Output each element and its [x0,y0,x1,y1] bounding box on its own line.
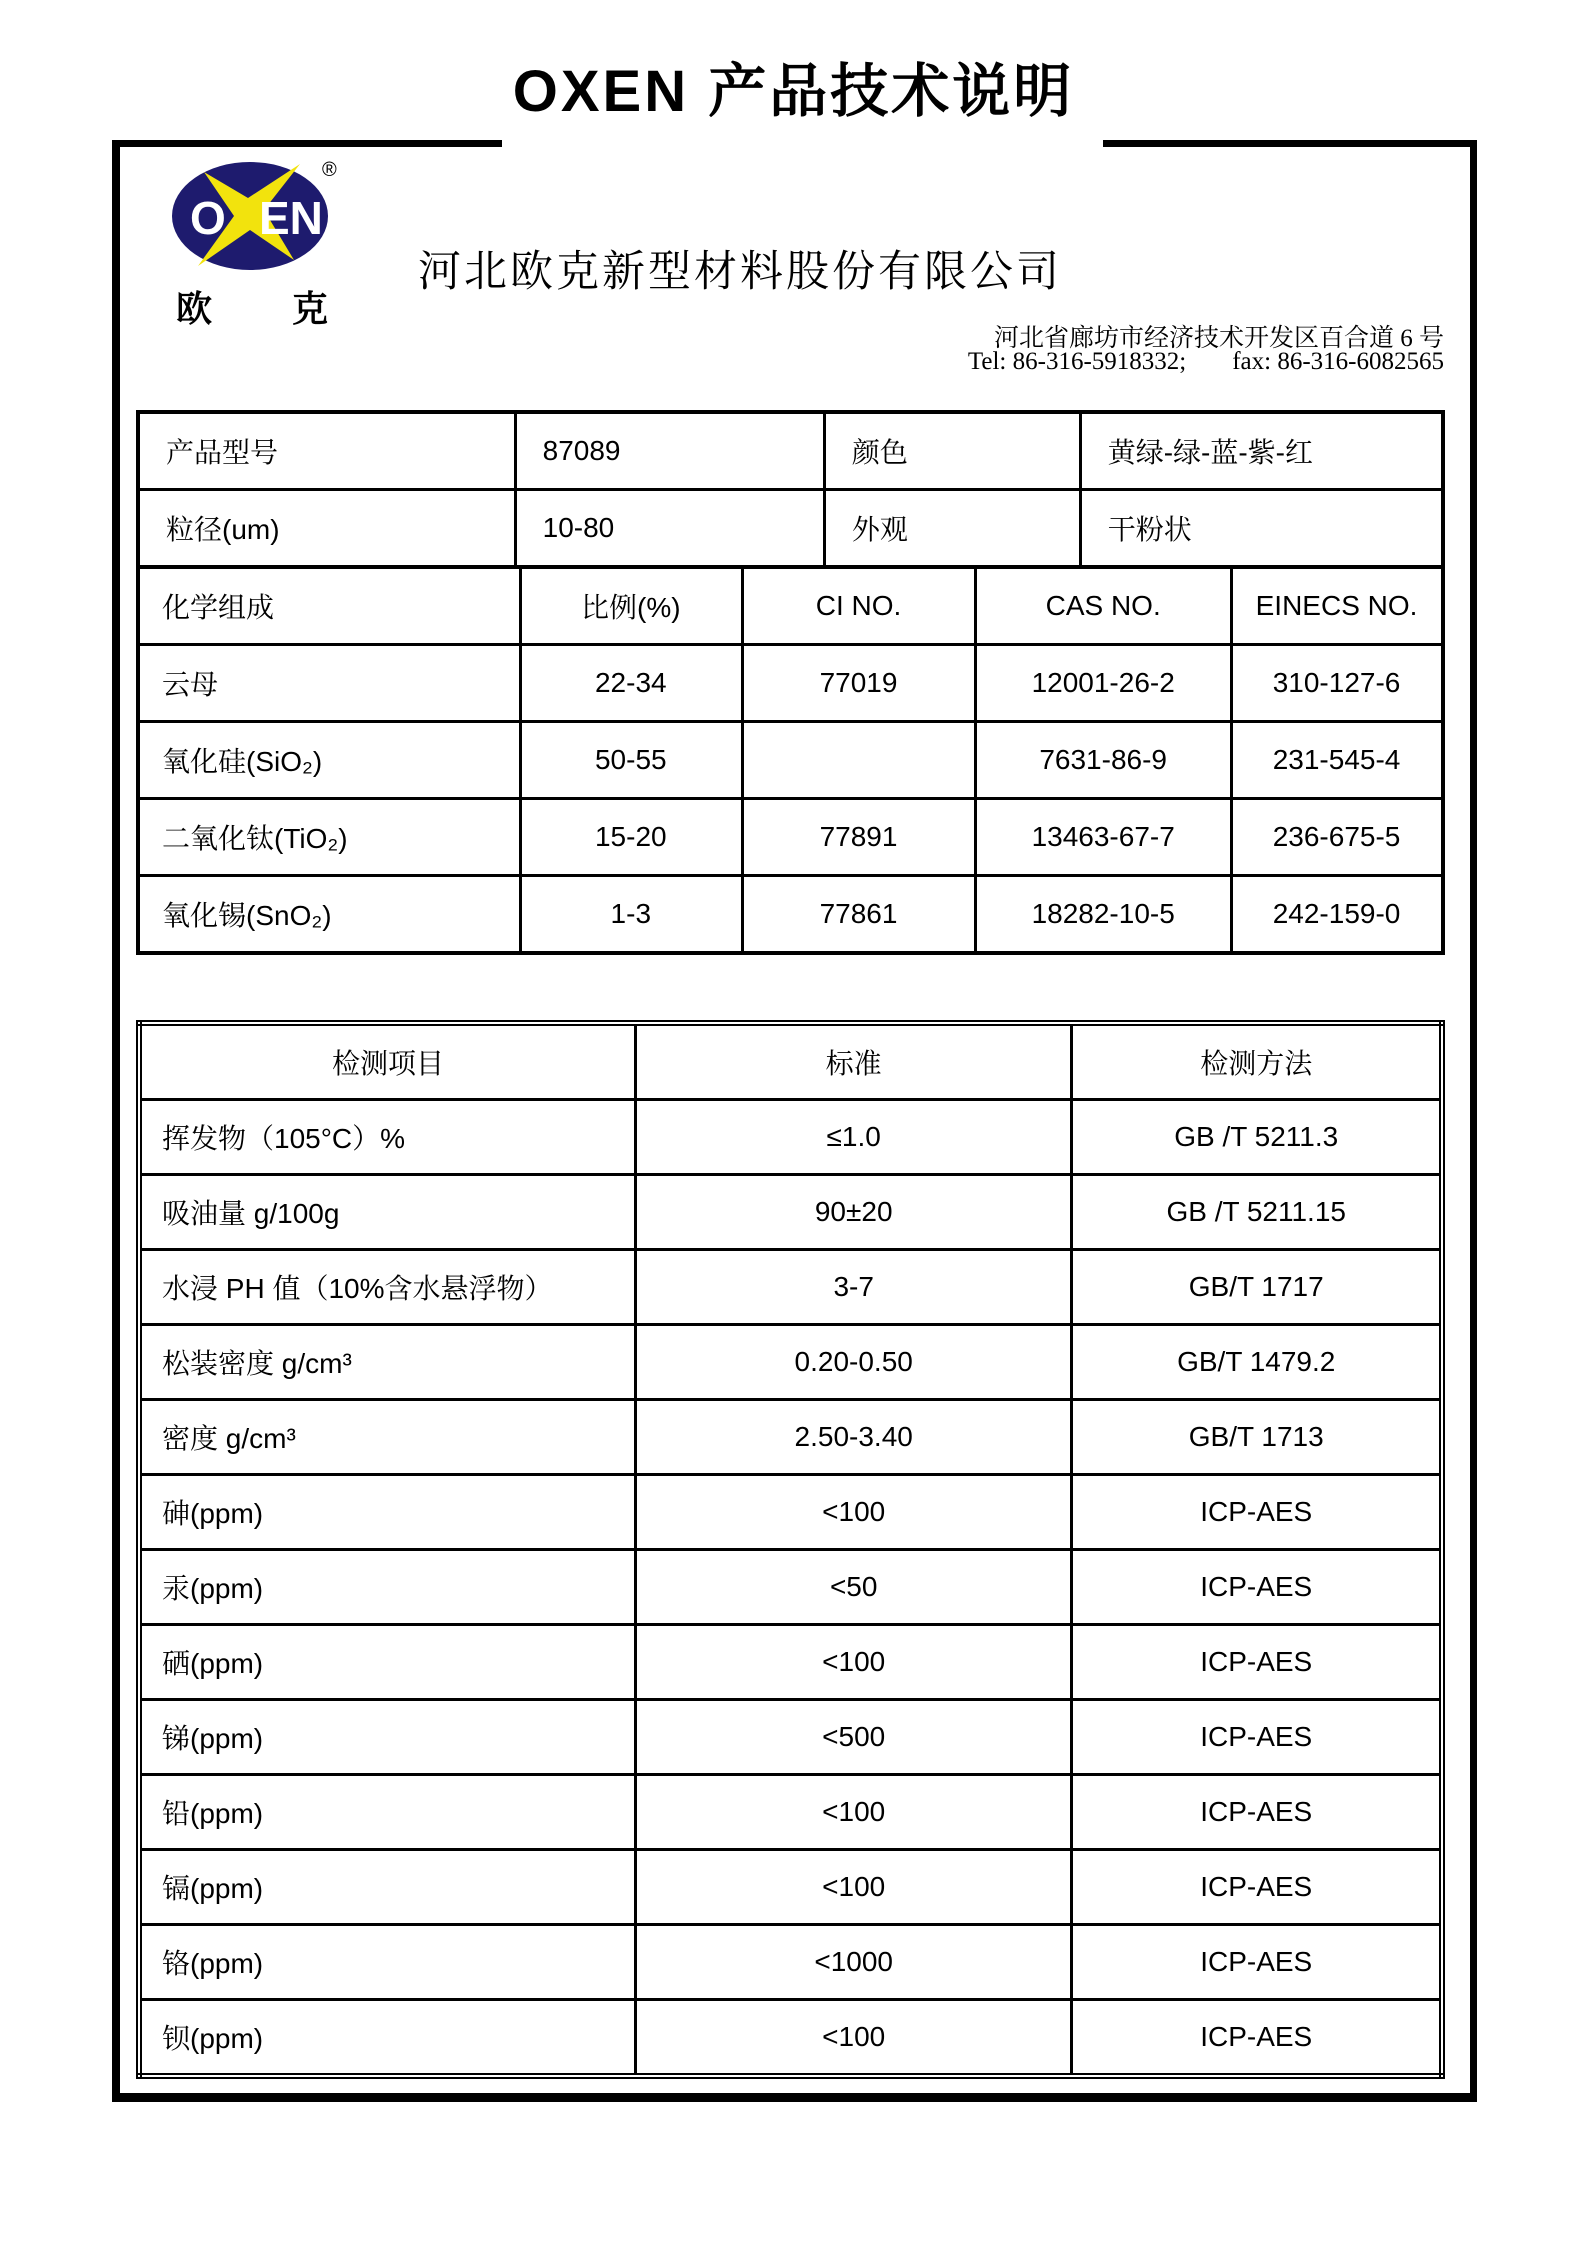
table-cell: 77861 [742,876,976,954]
table-cell: 挥发物（105°C）% [139,1100,635,1175]
table-cell: 50-55 [520,722,742,799]
table-row [138,722,1443,799]
table-cell: 砷(ppm) [139,1475,635,1550]
table-cell: 氧化硅(SiO₂) [138,722,520,799]
table-cell: 18282-10-5 [976,876,1232,954]
table-cell: 吸油量 g/100g [139,1175,635,1250]
table-cell: 231-545-4 [1232,722,1443,799]
table-cell: 云母 [138,645,520,722]
oxen-logo-graphic [162,152,352,274]
test-standards-table-body [139,1100,1442,2077]
table-row [138,645,1443,722]
table-row [139,1175,1442,1250]
company-logo [162,152,352,332]
table-cell: CI NO. [742,567,976,645]
table-cell: ICP-AES [1072,1700,1442,1775]
table-row [139,1625,1442,1700]
company-fax: fax: 86-316-6082565 [1232,348,1444,375]
table-cell: ICP-AES [1072,2000,1442,2077]
table-cell: 铅(ppm) [139,1775,635,1850]
table-cell: 硒(ppm) [139,1625,635,1700]
table-cell: 2.50-3.40 [635,1400,1072,1475]
table-cell: 7631-86-9 [976,722,1232,799]
table-cell: ICP-AES [1072,1850,1442,1925]
tests-header-row [139,1023,1442,1100]
table-cell: 松装密度 g/cm³ [139,1325,635,1400]
table-cell: 236-675-5 [1232,799,1443,876]
page-title: OXEN 产品技术说明 [512,59,1075,124]
chemical-composition-table [136,565,1445,955]
table-cell: 锑(ppm) [139,1700,635,1775]
registered-trademark-icon: ® [322,159,337,181]
company-address: 河北省廊坊市经济技术开发区百合道 6 号 [993,325,1444,352]
table-cell: ICP-AES [1072,1475,1442,1550]
tests-header-item: 检测项目 [139,1023,635,1100]
table-cell: GB /T 5211.15 [1072,1175,1442,1250]
table-row [139,1325,1442,1400]
table-row [139,1475,1442,1550]
company-tel: Tel: 86-316-5918332; [967,348,1187,375]
table-cell: <100 [635,2000,1072,2077]
table-cell: 颜色 [824,412,1080,490]
logo-cn-left: 欧 [176,288,213,329]
table-cell: 10-80 [515,490,824,568]
table-cell: ICP-AES [1072,1550,1442,1625]
table-cell: 二氧化钛(TiO₂) [138,799,520,876]
table-row [139,1250,1442,1325]
table-cell: 22-34 [520,645,742,722]
company-contact [968,348,1444,376]
table-cell: 化学组成 [138,567,520,645]
table-row [139,1700,1442,1775]
table-cell: 77019 [742,645,976,722]
table-cell: 13463-67-7 [976,799,1232,876]
table-cell: ICP-AES [1072,1925,1442,2000]
table-cell: 干粉状 [1080,490,1443,568]
product-info-table [136,410,1445,569]
logo-letters-en: EN [259,192,323,244]
table-cell: 90±20 [635,1175,1072,1250]
table-cell: 汞(ppm) [139,1550,635,1625]
table-cell: 外观 [824,490,1080,568]
product-info-table-body [138,412,1443,567]
table-row [139,1100,1442,1175]
table-cell: 比例(%) [520,567,742,645]
table-cell: GB/T 1713 [1072,1400,1442,1475]
table-cell: 87089 [515,412,824,490]
chemical-composition-table-body [138,567,1443,953]
table-row [138,567,1443,645]
table-cell: GB /T 5211.3 [1072,1100,1442,1175]
table-row [139,1775,1442,1850]
table-cell: 氧化锡(SnO₂) [138,876,520,954]
table-row [139,1925,1442,2000]
table-cell: 钡(ppm) [139,2000,635,2077]
table-cell: 0.20-0.50 [635,1325,1072,1400]
table-cell: ICP-AES [1072,1625,1442,1700]
table-cell: 1-3 [520,876,742,954]
logo-chinese-name [176,281,328,332]
table-row [139,1850,1442,1925]
table-cell: ≤1.0 [635,1100,1072,1175]
table-cell: 粒径(um) [138,490,515,568]
table-cell: <100 [635,1850,1072,1925]
table-cell: <100 [635,1625,1072,1700]
table-row [138,799,1443,876]
table-cell: ICP-AES [1072,1775,1442,1850]
logo-cn-right: 克 [291,288,328,329]
table-cell: <50 [635,1550,1072,1625]
table-row [138,412,1443,490]
table-cell: 77891 [742,799,976,876]
test-standards-table [136,1020,1445,2079]
table-cell: <100 [635,1775,1072,1850]
table-cell: 12001-26-2 [976,645,1232,722]
table-cell: 铬(ppm) [139,1925,635,2000]
table-row [139,2000,1442,2077]
table-cell: GB/T 1479.2 [1072,1325,1442,1400]
table-cell: <100 [635,1475,1072,1550]
table-cell: 310-127-6 [1232,645,1443,722]
company-name: 河北欧克新型材料股份有限公司 [418,249,1062,296]
table-cell: 黄绿-绿-蓝-紫-红 [1080,412,1443,490]
table-cell: EINECS NO. [1232,567,1443,645]
table-cell: 3-7 [635,1250,1072,1325]
table-cell: 水浸 PH 值（10%含水悬浮物） [139,1250,635,1325]
table-cell [742,722,976,799]
table-cell: 密度 g/cm³ [139,1400,635,1475]
content-box [112,140,1477,2102]
table-row [138,876,1443,954]
table-row [139,1550,1442,1625]
table-row [138,490,1443,568]
tests-header-standard: 标准 [635,1023,1072,1100]
table-cell: 15-20 [520,799,742,876]
logo-letter-o: O [190,192,226,244]
table-row [139,1400,1442,1475]
tests-header-method: 检测方法 [1072,1023,1442,1100]
table-cell: 产品型号 [138,412,515,490]
table-cell: CAS NO. [976,567,1232,645]
table-cell: 镉(ppm) [139,1850,635,1925]
table-cell: GB/T 1717 [1072,1250,1442,1325]
table-cell: <500 [635,1700,1072,1775]
table-cell: <1000 [635,1925,1072,2000]
table-cell: 242-159-0 [1232,876,1443,954]
